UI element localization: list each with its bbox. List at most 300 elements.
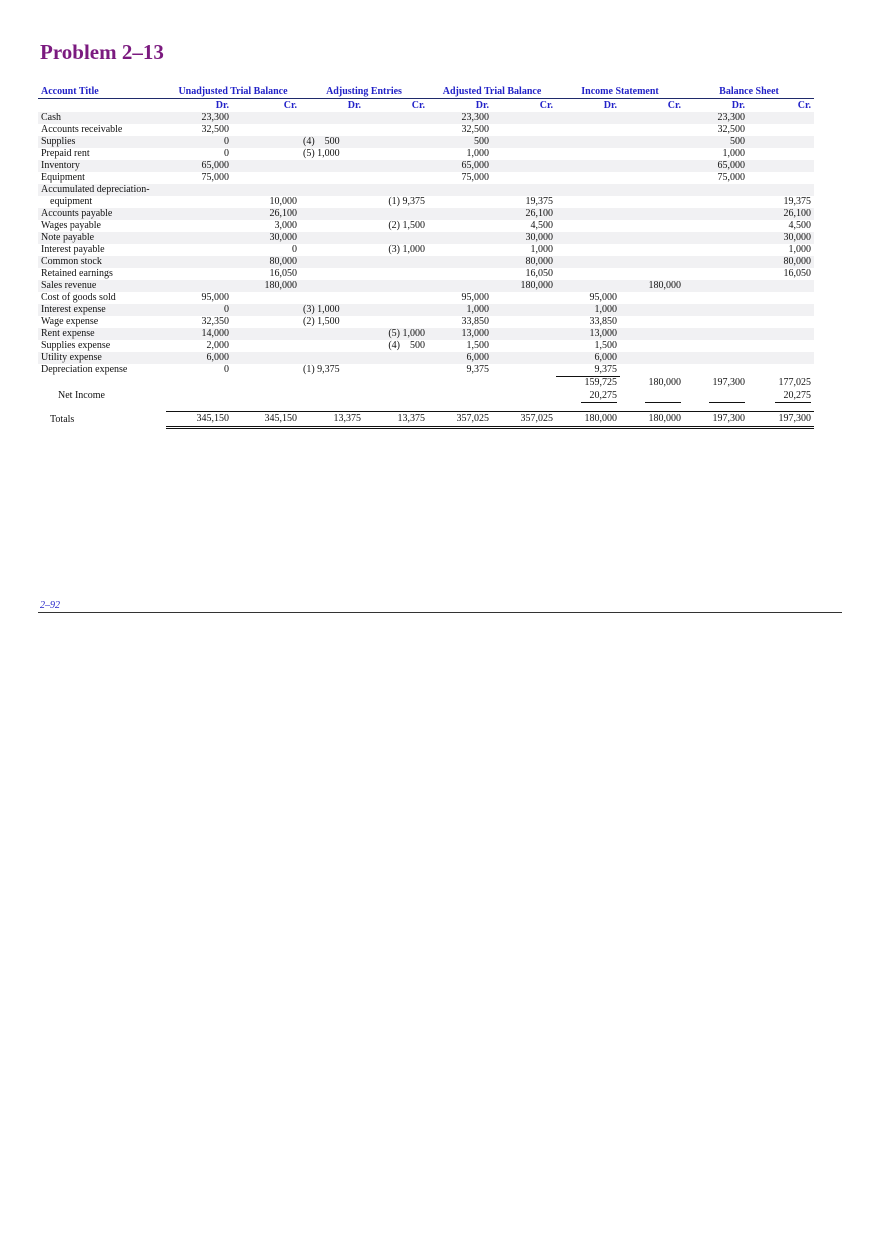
- cell-adj-dr: (4) 500: [300, 136, 364, 148]
- cell-is-dr: 13,000: [556, 328, 620, 340]
- cell-at-cr: [492, 292, 556, 304]
- table-row: [38, 112, 814, 124]
- cell-bs-cr: [748, 160, 814, 172]
- cell-adj-dr: [300, 196, 364, 208]
- cell-bs-cr: [748, 172, 814, 184]
- cell-ut-cr: 10,000: [269, 196, 297, 207]
- cell-bs-cr: [748, 280, 814, 292]
- cell-bs-cr: [748, 124, 814, 136]
- cell-at-cr: 1,000: [530, 244, 554, 255]
- cell-ut-cr: [232, 352, 300, 364]
- balance-sheet-dr-subtotal: 197,300: [712, 376, 746, 388]
- cell-bs-cr: [748, 292, 814, 304]
- account-name: equipment: [50, 196, 93, 207]
- cell-ut-cr: 180,000: [232, 280, 300, 292]
- cell-bs-cr: [748, 304, 814, 316]
- account-name: Sales revenue: [38, 280, 166, 292]
- cell-at-dr: 1,000: [466, 148, 490, 159]
- cell-adj-dr: [300, 280, 364, 292]
- cell-is-dr: [556, 268, 620, 280]
- totals-adj-cr: 13,375: [364, 412, 428, 428]
- cell-at-dr: 9,375: [466, 364, 490, 376]
- cell-adj-cr: [364, 136, 428, 148]
- cell-is-cr: [620, 172, 684, 184]
- cell-at-dr: 95,000: [461, 292, 490, 303]
- cell-at-cr: [492, 160, 556, 172]
- cell-is-dr: [556, 136, 620, 148]
- account-name: Accumulated depreciation-: [38, 184, 166, 196]
- cell-bs-dr: [684, 352, 748, 364]
- cr-header: Cr.: [748, 99, 814, 113]
- cell-is-dr: 9,375: [556, 364, 620, 377]
- cell-ut-cr: [232, 304, 300, 316]
- page-number: 2–92: [40, 600, 60, 611]
- spacer-row: [38, 403, 814, 412]
- account-name: Note payable: [38, 232, 166, 244]
- table-row: [38, 196, 814, 208]
- cell-bs-dr: [684, 232, 748, 244]
- cell-is-cr: [620, 160, 684, 172]
- cell-adj-dr: [300, 292, 364, 304]
- cell-ut-dr: 75,000: [201, 172, 229, 183]
- cell-adj-cr: [364, 184, 428, 196]
- balance-sheet-cr-subtotal: 177,025: [778, 376, 812, 388]
- cell-bs-dr: 500: [684, 136, 748, 148]
- cell-at-cr: [492, 364, 556, 377]
- cell-ut-dr: [166, 256, 232, 268]
- table-row: [38, 364, 814, 377]
- cell-bs-cr: 4,500: [788, 220, 812, 231]
- cell-is-cr: [620, 136, 684, 148]
- cell-ut-dr: 65,000: [166, 160, 232, 172]
- worksheet-table: [38, 84, 814, 429]
- cell-at-cr: [492, 340, 556, 352]
- cell-is-cr: [620, 340, 684, 352]
- cell-at-dr: 65,000: [428, 160, 492, 172]
- cell-adj-dr: [300, 112, 364, 124]
- account-name: Retained earnings: [41, 268, 113, 279]
- cell-bs-dr: [684, 304, 748, 316]
- cell-at-cr: 26,100: [492, 208, 556, 220]
- cell-at-dr: 1,000: [428, 304, 492, 316]
- totals-ut-cr: 345,150: [232, 412, 300, 428]
- cell-is-cr: [620, 148, 684, 160]
- cell-is-dr: 6,000: [556, 352, 620, 364]
- cell-is-cr: [620, 208, 684, 220]
- cell-is-dr: [556, 124, 620, 136]
- table-row: [38, 340, 814, 352]
- cell-at-dr: [428, 208, 492, 220]
- cell-at-cr: [492, 352, 556, 364]
- cell-is-cr: [620, 112, 684, 124]
- cell-adj-dr: (1) 9,375: [303, 364, 340, 376]
- totals-at-dr: 357,025: [428, 412, 492, 428]
- cell-adj-dr: (2) 1,500: [303, 316, 340, 327]
- cell-at-dr: 13,000: [428, 328, 492, 340]
- cell-bs-cr: 26,100: [748, 208, 814, 220]
- cell-bs-dr: [684, 340, 748, 352]
- subtotal-row: [38, 377, 814, 390]
- account-name: Wage expense: [41, 316, 99, 327]
- cell-bs-dr: [684, 208, 748, 220]
- cell-at-dr: 33,850: [461, 316, 490, 327]
- cell-adj-dr: [300, 256, 364, 268]
- cell-bs-cr: 30,000: [748, 232, 814, 244]
- cell-ut-cr: [232, 160, 300, 172]
- cell-is-dr: 1,000: [556, 304, 620, 316]
- dr-cr-header-row: [38, 99, 814, 113]
- table-row: [38, 256, 814, 268]
- cell-at-cr: [492, 112, 556, 124]
- cr-header: Cr.: [492, 99, 556, 113]
- cell-bs-cr: [748, 328, 814, 340]
- cell-is-cr: 180,000: [620, 280, 684, 292]
- cell-is-dr: 33,850: [589, 316, 618, 327]
- cell-bs-dr: 32,500: [717, 124, 746, 135]
- cell-at-dr: 500: [428, 136, 492, 148]
- cell-is-dr: [556, 232, 620, 244]
- cell-adj-cr: (1) 9,375: [388, 196, 426, 207]
- table-row: [38, 352, 814, 364]
- cell-ut-cr: 26,100: [232, 208, 300, 220]
- cell-bs-dr: [684, 328, 748, 340]
- cell-at-cr: [492, 304, 556, 316]
- cell-bs-cr: [748, 148, 814, 160]
- cell-at-cr: [492, 184, 556, 196]
- cell-ut-dr: 0: [224, 364, 229, 376]
- cell-bs-cr: [748, 184, 814, 196]
- cell-ut-cr: [232, 328, 300, 340]
- cell-bs-dr: [684, 244, 748, 256]
- cell-adj-cr: (5) 1,000: [364, 328, 428, 340]
- cell-bs-cr: 1,000: [788, 244, 812, 255]
- table-row: [38, 124, 814, 136]
- cell-at-cr: [492, 172, 556, 184]
- cell-at-cr: 80,000: [492, 256, 556, 268]
- table-row: [38, 232, 814, 244]
- account-title-header: Account Title: [41, 86, 99, 97]
- cell-ut-dr: 14,000: [166, 328, 232, 340]
- worksheet: [38, 84, 814, 429]
- account-name: Cash: [38, 112, 166, 124]
- cell-adj-dr: [300, 172, 364, 184]
- cell-ut-dr: 0: [224, 148, 229, 159]
- cell-adj-cr: [364, 268, 428, 280]
- net-income-row: [38, 389, 814, 403]
- table-row: [38, 136, 814, 148]
- table-row: [38, 172, 814, 184]
- totals-bs-dr: 197,300: [684, 412, 748, 428]
- cell-at-dr: [428, 280, 492, 292]
- table-row: [38, 316, 814, 328]
- cell-at-cr: 4,500: [530, 220, 554, 231]
- totals-is-cr: 180,000: [620, 412, 684, 428]
- totals-is-dr: 180,000: [556, 412, 620, 428]
- cell-is-cr: [620, 220, 684, 232]
- account-name: Wages payable: [41, 220, 101, 231]
- cell-adj-cr: [364, 172, 428, 184]
- account-name: Inventory: [38, 160, 166, 172]
- dr-header: Dr.: [166, 99, 232, 113]
- cell-ut-cr: 80,000: [232, 256, 300, 268]
- cell-bs-dr: 1,000: [722, 148, 746, 159]
- table-row: [38, 220, 814, 232]
- cell-is-dr: [556, 148, 620, 160]
- cell-is-dr: [556, 244, 620, 256]
- cell-bs-dr: [684, 292, 748, 304]
- dr-header: Dr.: [684, 99, 748, 113]
- cell-bs-cr: 16,050: [783, 268, 812, 279]
- cell-is-dr: [556, 184, 620, 196]
- cell-at-dr: [428, 196, 492, 208]
- dr-header: Dr.: [300, 99, 364, 113]
- cell-is-cr: [620, 232, 684, 244]
- table-row: [38, 148, 814, 160]
- cell-adj-cr: [364, 160, 428, 172]
- net-income-label: Net Income: [58, 390, 105, 401]
- dr-header: Dr.: [556, 99, 620, 113]
- cell-adj-cr: [364, 256, 428, 268]
- net-income-bs-cr: 20,275: [775, 390, 811, 403]
- cell-adj-dr: (3) 1,000: [300, 304, 364, 316]
- blank-rule: [645, 390, 681, 403]
- cell-at-dr: [428, 256, 492, 268]
- cell-adj-cr: [364, 112, 428, 124]
- cell-bs-dr: [684, 316, 748, 328]
- cell-is-cr: [620, 292, 684, 304]
- cell-ut-dr: [166, 268, 232, 280]
- cell-ut-dr: 32,350: [201, 316, 229, 327]
- cell-adj-dr: [300, 232, 364, 244]
- cell-is-cr: [620, 364, 684, 377]
- account-name: Utility expense: [38, 352, 166, 364]
- account-name: Interest payable: [41, 244, 105, 255]
- cell-at-dr: [428, 244, 492, 256]
- cell-ut-dr: [166, 232, 232, 244]
- cell-ut-cr: [232, 316, 300, 328]
- cell-bs-cr: [748, 316, 814, 328]
- account-name: Rent expense: [38, 328, 166, 340]
- blank-rule: [709, 390, 745, 403]
- totals-ut-dr: 345,150: [166, 412, 232, 428]
- account-name: Accounts receivable: [41, 124, 123, 135]
- group-header-row: [38, 84, 814, 99]
- cell-bs-cr: [748, 136, 814, 148]
- cell-adj-cr: [364, 364, 428, 377]
- cell-at-dr: 75,000: [461, 172, 490, 183]
- cell-ut-cr: [232, 184, 300, 196]
- cell-at-cr: 30,000: [492, 232, 556, 244]
- cell-at-cr: [492, 148, 556, 160]
- unadjusted-trial-balance-header: Unadjusted Trial Balance: [178, 86, 288, 97]
- cell-ut-dr: [166, 280, 232, 292]
- cell-is-cr: [620, 256, 684, 268]
- cell-at-dr: [428, 232, 492, 244]
- cell-bs-dr: [684, 280, 748, 292]
- footer-divider: [38, 612, 842, 613]
- income-statement-cr-subtotal: 180,000: [648, 376, 682, 388]
- cell-adj-dr: [300, 328, 364, 340]
- cell-adj-cr: [364, 316, 428, 328]
- blank-header-cell: [38, 99, 166, 113]
- table-row: [38, 328, 814, 340]
- cell-is-cr: [620, 316, 684, 328]
- cr-header: Cr.: [364, 99, 428, 113]
- cell-bs-dr: [684, 196, 748, 208]
- cell-bs-dr: [684, 364, 748, 377]
- cell-adj-dr: [300, 244, 364, 256]
- cell-is-cr: [620, 244, 684, 256]
- cell-ut-cr: 3,000: [274, 220, 297, 231]
- totals-row: [38, 412, 814, 428]
- cell-bs-dr: [684, 256, 748, 268]
- cell-ut-dr: 0: [166, 304, 232, 316]
- cell-is-dr: [556, 172, 620, 184]
- cell-at-dr: 1,500: [466, 340, 490, 351]
- account-name: Depreciation expense: [41, 364, 128, 376]
- account-name: Interest expense: [38, 304, 166, 316]
- table-row: [38, 292, 814, 304]
- cell-adj-dr: [300, 124, 364, 136]
- cell-bs-dr: [684, 184, 748, 196]
- cell-bs-cr: 19,375: [783, 196, 812, 207]
- cell-adj-cr: [364, 352, 428, 364]
- cell-ut-cr: [232, 292, 300, 304]
- cell-ut-cr: [232, 364, 300, 377]
- cell-bs-cr: [748, 112, 814, 124]
- cell-is-cr: [620, 268, 684, 280]
- cell-ut-dr: 0: [166, 136, 232, 148]
- totals-label: Totals: [50, 413, 75, 425]
- cell-at-dr: 6,000: [428, 352, 492, 364]
- cell-adj-cr: (3) 1,000: [388, 244, 426, 255]
- net-income-is-dr: 20,275: [581, 390, 617, 403]
- cell-adj-dr: [300, 268, 364, 280]
- cell-at-cr: 180,000: [492, 280, 556, 292]
- cell-ut-dr: [166, 196, 232, 208]
- cell-bs-cr: [748, 352, 814, 364]
- table-row: [38, 244, 814, 256]
- cell-at-dr: 23,300: [428, 112, 492, 124]
- adjusted-trial-balance-header: Adjusted Trial Balance: [442, 86, 542, 97]
- totals-adj-dr: 13,375: [300, 412, 364, 428]
- cell-ut-cr: 0: [292, 244, 297, 255]
- cell-bs-cr: [748, 340, 814, 352]
- cell-adj-dr: [300, 208, 364, 220]
- table-row: [38, 208, 814, 220]
- cell-at-dr: 32,500: [461, 124, 490, 135]
- income-statement-dr-subtotal: 159,725: [584, 377, 618, 388]
- cell-ut-cr: 16,050: [269, 268, 297, 279]
- cell-at-dr: [428, 268, 492, 280]
- cell-adj-cr: [364, 208, 428, 220]
- cell-ut-cr: [232, 172, 300, 184]
- income-statement-header: Income Statement: [581, 86, 659, 97]
- table-row: [38, 304, 814, 316]
- cell-ut-dr: 6,000: [166, 352, 232, 364]
- cr-header: Cr.: [620, 99, 684, 113]
- cell-adj-cr: [364, 124, 428, 136]
- table-row: [38, 268, 814, 280]
- cell-is-cr: [620, 352, 684, 364]
- cell-is-cr: [620, 328, 684, 340]
- cell-ut-dr: 2,000: [206, 340, 229, 351]
- cell-at-cr: 19,375: [525, 196, 554, 207]
- cell-adj-cr: [364, 232, 428, 244]
- cell-ut-dr: [166, 208, 232, 220]
- cell-bs-dr: [684, 220, 748, 232]
- page-title: Problem 2–13: [40, 40, 164, 64]
- cell-adj-dr: (5) 1,000: [303, 148, 340, 159]
- cell-adj-cr: (4) 500: [388, 340, 426, 351]
- cell-adj-cr: [364, 292, 428, 304]
- cell-bs-dr: [684, 268, 748, 280]
- cell-is-dr: [556, 256, 620, 268]
- balance-sheet-header: Balance Sheet: [719, 86, 779, 97]
- account-name: Equipment: [41, 172, 85, 183]
- cell-ut-cr: [232, 340, 300, 352]
- cell-ut-cr: 30,000: [232, 232, 300, 244]
- cell-adj-dr: [300, 340, 364, 352]
- cell-ut-cr: [232, 112, 300, 124]
- cell-ut-dr: [166, 184, 232, 196]
- cell-ut-dr: 23,300: [166, 112, 232, 124]
- cell-at-cr: 16,050: [525, 268, 554, 279]
- worksheet-body: [38, 112, 814, 428]
- cell-adj-dr: [300, 184, 364, 196]
- cell-adj-dr: [300, 220, 364, 232]
- cell-is-cr: [620, 196, 684, 208]
- cell-is-dr: 95,000: [589, 292, 618, 303]
- cell-at-dr: [428, 220, 492, 232]
- cell-is-cr: [620, 184, 684, 196]
- table-row: [38, 280, 814, 292]
- cell-is-dr: [556, 196, 620, 208]
- cell-is-cr: [620, 124, 684, 136]
- cell-adj-dr: [300, 160, 364, 172]
- adjusting-entries-header: Adjusting Entries: [326, 86, 402, 97]
- cell-is-dr: [556, 220, 620, 232]
- account-name: Cost of goods sold: [41, 292, 116, 303]
- cell-bs-dr: 23,300: [684, 112, 748, 124]
- cell-is-dr: 1,500: [594, 340, 618, 351]
- cell-ut-cr: [232, 124, 300, 136]
- cell-at-cr: [492, 316, 556, 328]
- cell-adj-cr: (2) 1,500: [388, 220, 426, 231]
- cell-ut-cr: [232, 148, 300, 160]
- cell-at-dr: [428, 184, 492, 196]
- account-name: Prepaid rent: [41, 148, 90, 159]
- cell-at-cr: [492, 328, 556, 340]
- cell-bs-dr: 75,000: [717, 172, 746, 183]
- cell-ut-dr: [166, 220, 232, 232]
- cell-adj-dr: [300, 352, 364, 364]
- cell-adj-cr: [364, 304, 428, 316]
- account-name: Accounts payable: [38, 208, 166, 220]
- totals-at-cr: 357,025: [492, 412, 556, 428]
- cell-ut-dr: [166, 244, 232, 256]
- cell-adj-cr: [364, 148, 428, 160]
- cell-ut-dr: 32,500: [201, 124, 229, 135]
- cell-bs-cr: 80,000: [748, 256, 814, 268]
- cell-bs-cr: [748, 364, 814, 377]
- cell-is-cr: [620, 304, 684, 316]
- cell-at-cr: [492, 136, 556, 148]
- cell-ut-dr: 95,000: [201, 292, 229, 303]
- account-name: Supplies: [38, 136, 166, 148]
- cr-header: Cr.: [232, 99, 300, 113]
- cell-ut-cr: [232, 136, 300, 148]
